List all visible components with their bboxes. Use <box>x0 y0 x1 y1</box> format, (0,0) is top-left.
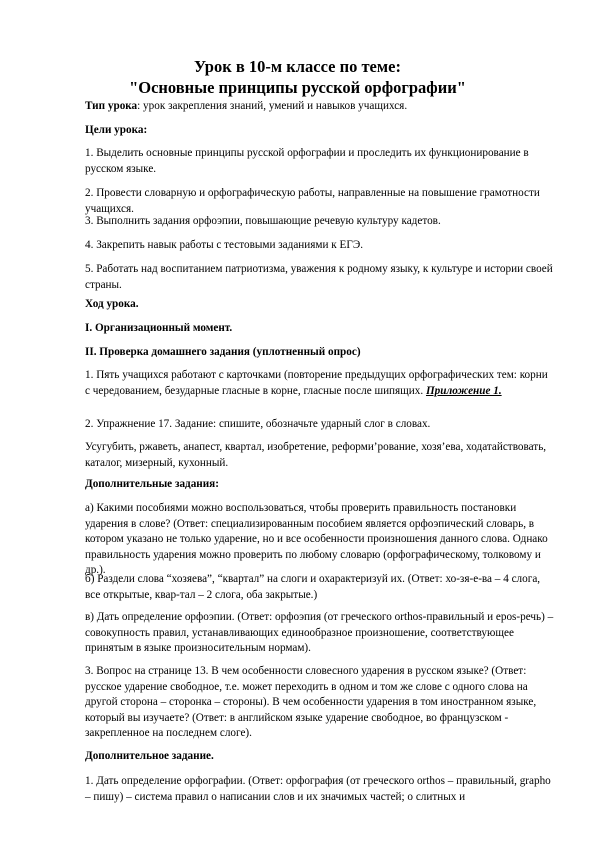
goals-heading: Цели урока: <box>85 124 148 136</box>
words-list: Усугубить, ржаветь, анапест, квартал, изобретение, реформи’рование, хозя’ева, ходатайствовать, каталог, мизерный, кухонный. <box>85 441 547 469</box>
homework-item-1-text: 1. Пять учащихся работают с карточками (повторение предыдущих орфографических тем: корни с чередованием, безударные гласные в корне, гласные после шипящих. <box>85 369 548 397</box>
homework-item-2: 2. Упражнение 17. Задание: спишите, обозначьте ударный слог в словах. <box>85 418 431 430</box>
additional-task-item-1: 1. Дать определение орфографии. (Ответ: орфография (от греческого orthos – правильный, grapho – пишу) – система правил о написании слов и их значимых частей; о слитных и <box>85 775 551 803</box>
homework-item-1 <box>85 368 555 399</box>
extra-task-v: в) Дать определение орфоэпии. (Ответ: орфоэпия (от греческого orthos-правильный и epos-речь) – совокупность правил, устанавливающих единообразное произношение, соответствующее принятым в языке произносительным нормам). <box>85 611 554 654</box>
extra-task-a: а) Какими пособиями можно воспользоваться, чтобы проверить правильность постановки ударения в слове? (Ответ: специализированным пособием является орфоэпический словарь, в котором указано не только ударение, но и все особенности произношения данного слова. Однако правильность ударения можно проверить по любому словарю (орфографическому, толковому и др.). <box>85 502 548 576</box>
additional-task-heading: Дополнительное задание. <box>85 750 214 762</box>
extra-tasks-heading: Дополнительные задания: <box>85 478 219 490</box>
extra-task-b: б) Раздели слова “хозяева”, “квартал” на слоги и охарактеризуй их. (Ответ: хо-зя-е-ва – 4 слога, все открытые, квар-тал – 2 слога, оба закрытые.) <box>85 573 541 601</box>
lesson-type <box>85 99 555 115</box>
title-line-1: Урок в 10-м классе по теме: <box>194 57 401 76</box>
goal-item-5: 5. Работать над воспитанием патриотизма, уважения к родному языку, к культуре и истории своей страны. <box>85 263 553 291</box>
lesson-type-label: Тип урока <box>85 100 138 112</box>
course-heading: Ход урока. <box>85 298 139 310</box>
lesson-type-text: : урок закрепления знаний, умений и навыков учащихся. <box>137 100 408 112</box>
goal-item-2: 2. Провести словарную и орфографическую работы, направленные на повышение грамотности учащихся. <box>85 187 540 215</box>
title-line-2: "Основные принципы русской орфографии" <box>129 78 466 97</box>
goal-item-1: 1. Выделить основные принципы русской орфографии и проследить их функционирование в русском языке. <box>85 147 529 175</box>
section-2-heading: II. Проверка домашнего задания (уплотненный опрос) <box>85 346 361 358</box>
goal-item-4: 4. Закрепить навык работы с тестовыми заданиями к ЕГЭ. <box>85 239 363 251</box>
goal-item-3: 3. Выполнить задания орфоэпии, повышающие речевую культуру кадетов. <box>85 215 441 227</box>
question-3: 3. Вопрос на странице 13. В чем особенности словесного ударения в русском языке? (Ответ: русское ударение свободное, т.е. может переходить в одном и том же слове с одного слова на другой сторона – сторонка – стороны). В чем особенности ударения в том иностранном языке, который вы изучаете? (Ответ: в английском языке ударение свободное, во французском - закрепленное на последнем слоге). <box>85 665 537 739</box>
section-1-heading: I. Организационный момент. <box>85 322 233 334</box>
appendix-1-link[interactable]: Приложение 1. <box>425 384 502 397</box>
